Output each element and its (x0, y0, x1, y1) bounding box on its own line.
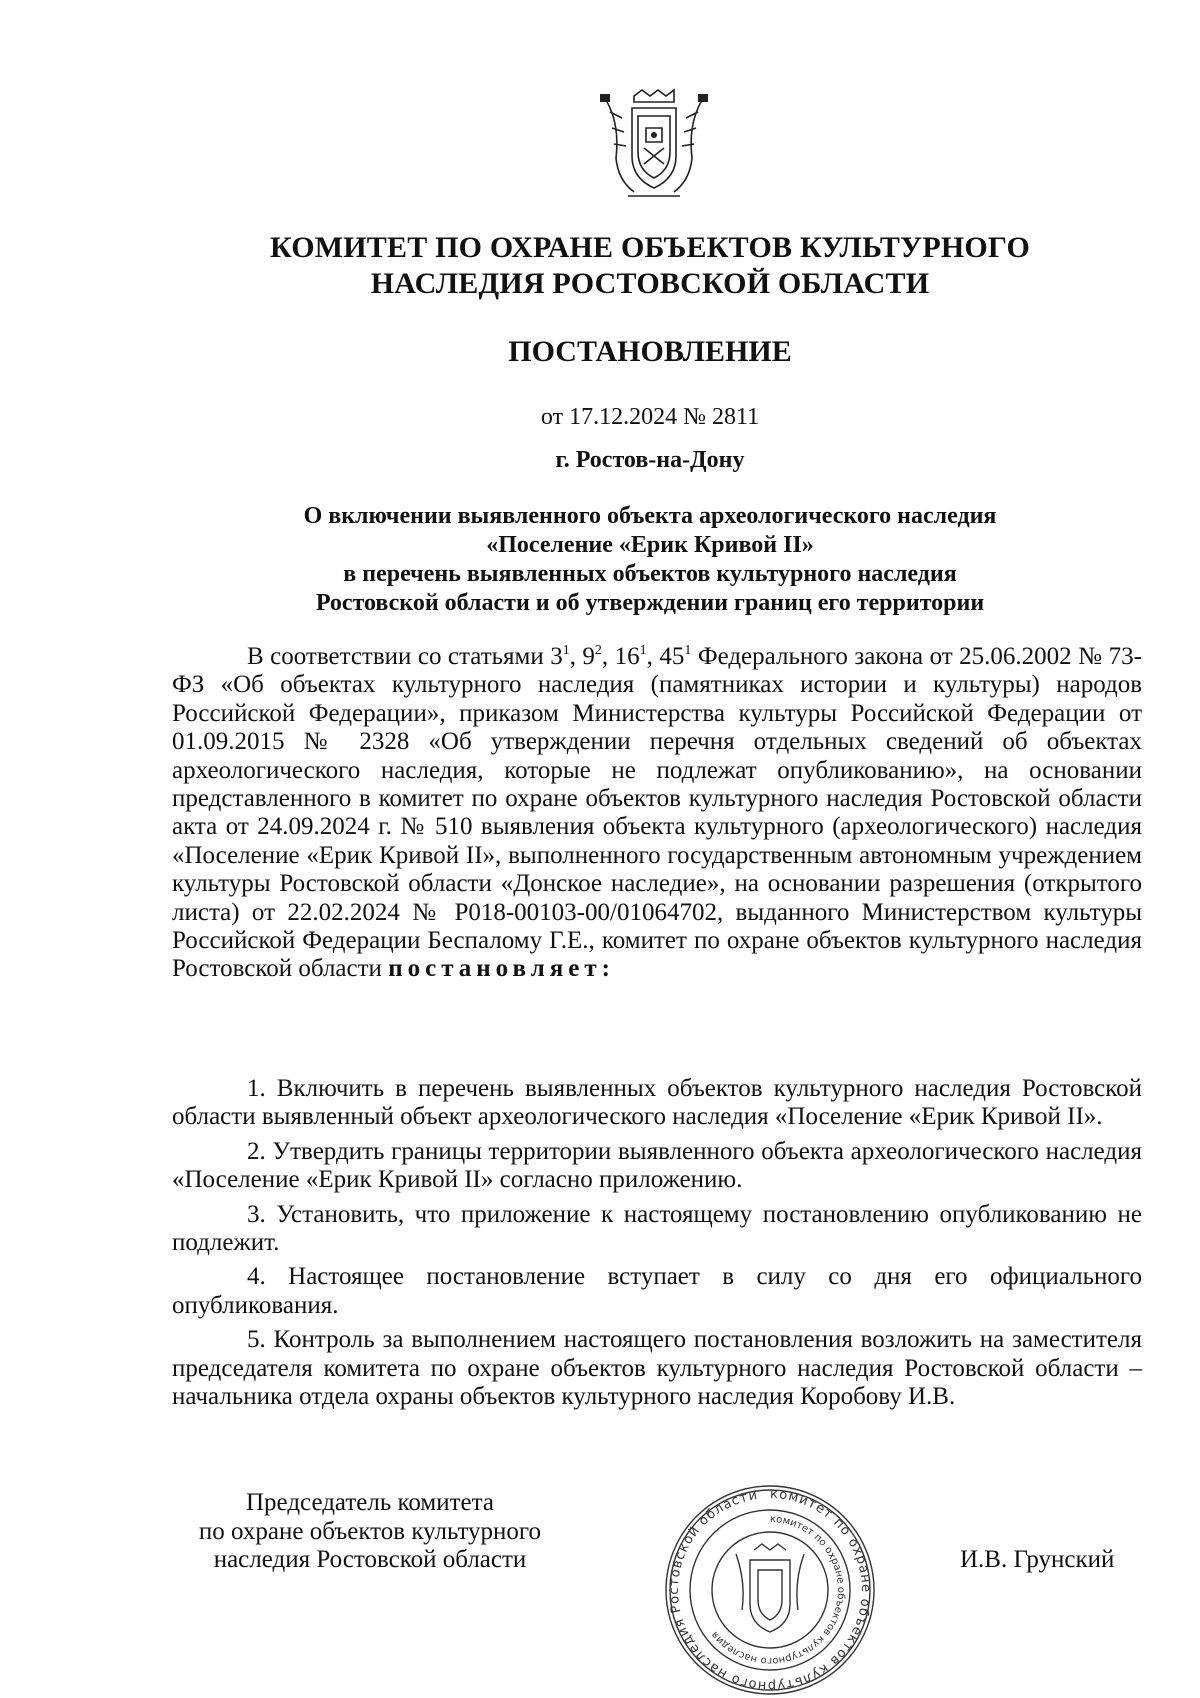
preamble (172, 643, 1142, 984)
preamble-sep-2: , 16 (601, 643, 640, 670)
preamble-lead: В соответствии со статьями 3 (247, 643, 563, 670)
organization-title-line1: КОМИТЕТ ПО ОХРАНЕ ОБЪЕКТОВ КУЛЬТУРНОГО (270, 231, 1030, 264)
coat-of-arms-icon (594, 88, 714, 200)
organization-title-line2: НАСЛЕДИЯ РОСТОВСКОЙ ОБЛАСТИ (370, 267, 930, 300)
official-seal-icon (658, 1478, 882, 1698)
document-subject (170, 502, 1130, 618)
document-type: ПОСТАНОВЛЕНИЕ (508, 335, 792, 368)
seal-inner-text: комитет по охране объектов культурного наследия (709, 1513, 846, 1667)
subject-line1: О включении выявленного объекта археологического наследия (303, 503, 997, 529)
article-sup-1: 1 (562, 643, 570, 658)
seal-outer-text: комитет по охране объектов культурного наследия Ростовской области (666, 1486, 874, 1694)
subject-line2: «Поселение «Ерик Кривой II» (486, 532, 814, 558)
article-sup-4: 1 (684, 643, 692, 658)
decree-item-1: 1. Включить в перечень выявленных объектов культурного наследия Ростовской области выявленный объект археологического наследия «Поселение «Ерик Кривой II». (172, 1075, 1142, 1131)
decree-items (172, 1075, 1142, 1417)
decree-item-3: 3. Установить, что приложение к настоящему постановлению опубликованию не подлежит. (172, 1200, 1142, 1257)
preamble-text: Федерального закона от 25.06.2002 № 73-ФЗ «Об объектах культурного наследия (памятниках истории и культуры) народов Российской Федерации», приказом Министерства культуры Российской Федерации от 01.09.2015 № 2328 «Об утверждении перечня отдельных сведений об объектах археологического наследия, которые не подлежат опубликованию», на основании представленного в комитет по охране объектов культурного наследия Ростовской области акта от 24.09.2024 г. № 510 выявления объекта культурного (археологического) наследия «Поселение «Ерик Кривой II», выполненного государственным автономным учреждением культуры Ростовской области «Донское наследие», на основании разрешения (открытого листа) от 22.02.2024 № Р018-00103-00/01064702, выданного Министерством культуры Российской Федерации Беспалому Г.Е., комитет по охране объектов культурного наследия Ростовской области (172, 643, 1143, 983)
signatory-position-line3: наследия Ростовской области (213, 1546, 527, 1573)
signatory-position (170, 1489, 570, 1575)
signatory-position-line2: по охране объектов культурного (198, 1517, 542, 1545)
preamble-sep-1: , 9 (569, 643, 595, 670)
decree-item-4: 4. Настоящее постановление вступает в силу со дня его официального опубликования. (172, 1263, 1142, 1319)
signatory-name: И.В. Грунский (960, 1546, 1115, 1573)
svg-text:комитет по охране объектов кул (709, 1514, 845, 1666)
signatory-position-line1: Председатель комитета (246, 1489, 494, 1516)
document-date-number: от 17.12.2024 № 2811 (540, 404, 760, 430)
decree-word: постановляет: (388, 955, 615, 983)
article-sup-2: 2 (594, 643, 602, 658)
decree-item-5: 5. Контроль за выполнением настоящего постановления возложить на заместителя председателя комитета по охране объектов культурного наследия Ростовской области – начальника отдела охраны объектов культурного наследия Коробову И.В. (172, 1326, 1142, 1411)
article-sup-3: 1 (639, 643, 647, 658)
preamble-sep-3: , 45 (646, 643, 685, 670)
organization-title (170, 230, 1130, 302)
subject-line4: Ростовской области и об утверждении границ его территории (315, 590, 985, 616)
decree-item-2: 2. Утвердить границы территории выявленного объекта археологического наследия «Поселение «Ерик Кривой II» согласно приложению. (172, 1137, 1142, 1194)
preamble-paragraph (172, 643, 1142, 984)
document-city: г. Ростов-на-Дону (555, 447, 745, 473)
subject-line3: в перечень выявленных объектов культурного наследия (343, 561, 957, 587)
